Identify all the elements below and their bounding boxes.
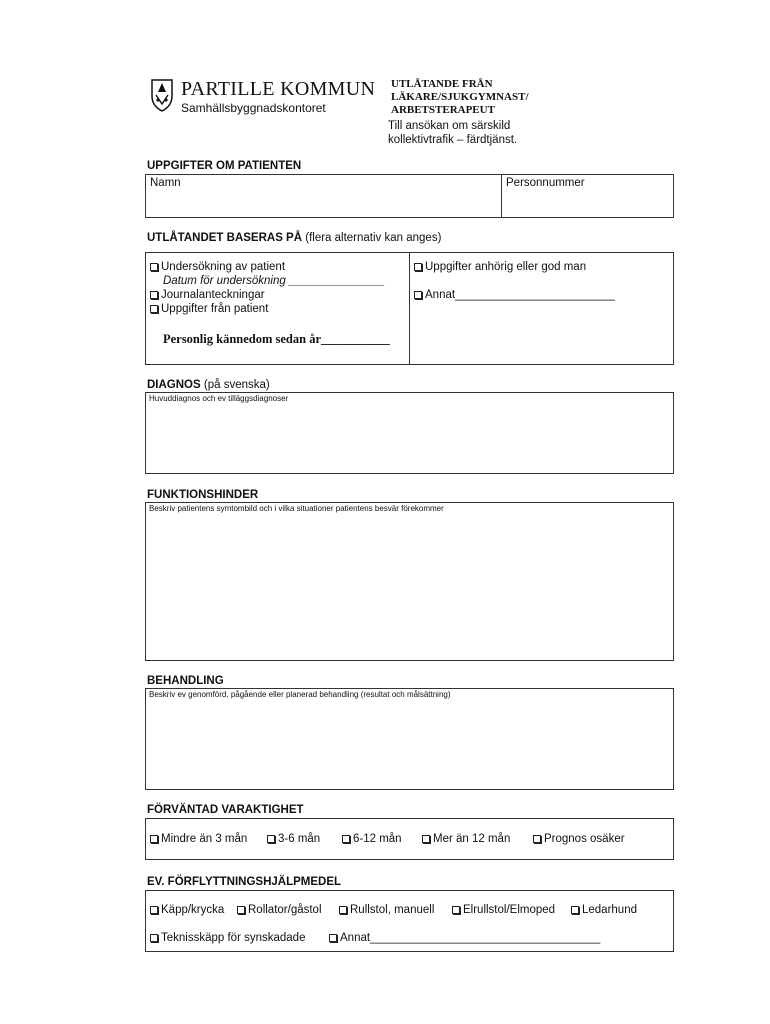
basis-option-other[interactable] [414,289,615,301]
document-title-line: ARBETSTERAPEUT [391,104,495,116]
option-label: Rullstol, manuell [350,904,435,916]
diagnosis-hint: Huvuddiagnos och ev tilläggsdiagnoser [149,394,289,403]
diagnosis-heading [147,379,270,391]
diagnosis-heading-note: (på svenska) [203,379,270,391]
patient-heading: UPPGIFTER OM PATIENTEN [147,160,302,172]
duration-heading: FÖRVÄNTAD VARAKTIGHET [147,804,304,816]
option-label: 3-6 mån [278,833,321,845]
aid-option[interactable] [150,904,224,916]
option-label: Käpp/krycka [161,904,225,916]
patient-divider [501,174,502,218]
option-label: Ledarhund [582,904,637,916]
option-label: Prognos osäker [544,833,625,845]
checkbox-icon[interactable] [150,263,158,271]
checkbox-icon[interactable] [422,835,430,843]
checkbox-icon[interactable] [150,835,158,843]
org-department: Samhällsbyggnadskontoret [181,101,326,115]
option-label: Undersökning av patient [161,261,286,273]
checkbox-icon[interactable] [414,291,422,299]
option-label: Journalanteckningar [161,289,265,301]
function-hint: Beskriv patientens symtombild och i vilka situationer patientens besvär förekommer [149,504,444,513]
option-label: Annat_________________________ [425,289,615,301]
duration-option[interactable] [150,833,247,845]
personal-knowledge-field[interactable]: Personlig kännedom sedan år___________ [163,332,390,346]
duration-option[interactable] [422,833,510,845]
diagnosis-heading-title: DIAGNOS [147,379,201,391]
document-subtitle-line: kollektivtrafik – färdtjänst. [388,134,518,146]
aid-option[interactable] [150,932,305,944]
duration-option[interactable] [342,833,402,845]
personnummer-field[interactable]: Personnummer [506,177,585,189]
function-heading: FUNKTIONSHINDER [147,489,259,501]
checkbox-icon[interactable] [150,291,158,299]
option-label: Mindre än 3 mån [161,833,248,845]
aid-option[interactable] [339,904,434,916]
aid-option[interactable] [571,904,637,916]
option-label: Elrullstol/Elmoped [463,904,556,916]
option-label: Teknisskäpp för synskadade [161,932,306,944]
checkbox-icon[interactable] [533,835,541,843]
checkbox-icon[interactable] [414,263,422,271]
patient-box [145,174,674,218]
checkbox-icon[interactable] [339,906,347,914]
option-label: Annat____________________________________ [340,932,601,944]
checkbox-icon[interactable] [267,835,275,843]
org-name: PARTILLE KOMMUN [181,78,376,100]
coat-of-arms-icon [150,78,174,112]
basis-option-relative[interactable] [414,261,586,273]
basis-option-journal[interactable] [150,289,265,301]
option-label: Uppgifter från patient [161,303,269,315]
checkbox-icon[interactable] [150,305,158,313]
option-label: 6-12 mån [353,833,402,845]
examination-date-field[interactable]: Datum för undersökning _______________ [163,275,385,287]
aids-heading: EV. FÖRFLYTTNINGSHJÄLPMEDEL [147,876,342,888]
basis-heading [147,232,441,244]
treatment-hint: Beskriv ev genomförd, pågående eller planerad behandling (resultat och målsättning) [149,690,451,699]
document-title [391,78,529,117]
aid-option[interactable] [452,904,555,916]
basis-option-patient-info[interactable] [150,303,268,315]
diagnosis-box[interactable] [145,392,674,474]
checkbox-icon[interactable] [571,906,579,914]
treatment-box[interactable] [145,688,674,790]
checkbox-icon[interactable] [329,934,337,942]
document-title-line: UTLÅTANDE FRÅN [391,78,493,90]
document-subtitle [388,119,517,147]
duration-option[interactable] [533,833,625,845]
aid-option[interactable] [329,932,600,944]
checkbox-icon[interactable] [452,906,460,914]
treatment-heading: BEHANDLING [147,675,224,687]
document-title-line: LÄKARE/SJUKGYMNAST/ [391,91,529,103]
document-subtitle-line: Till ansökan om särskild [388,120,511,132]
option-label: Uppgifter anhörig eller god man [425,261,587,273]
duration-option[interactable] [267,833,320,845]
checkbox-icon[interactable] [237,906,245,914]
option-label: Rollator/gåstol [248,904,322,916]
checkbox-icon[interactable] [150,906,158,914]
aid-option[interactable] [237,904,322,916]
checkbox-icon[interactable] [342,835,350,843]
option-label: Mer än 12 mån [433,833,511,845]
function-box[interactable] [145,502,674,661]
basis-option-examination[interactable] [150,261,285,273]
basis-heading-title: UTLÅTANDET BASERAS PÅ [147,232,303,244]
checkbox-icon[interactable] [150,934,158,942]
name-field[interactable]: Namn [150,177,181,189]
basis-heading-note: (flera alternativ kan anges) [305,232,442,244]
basis-divider [409,252,410,365]
